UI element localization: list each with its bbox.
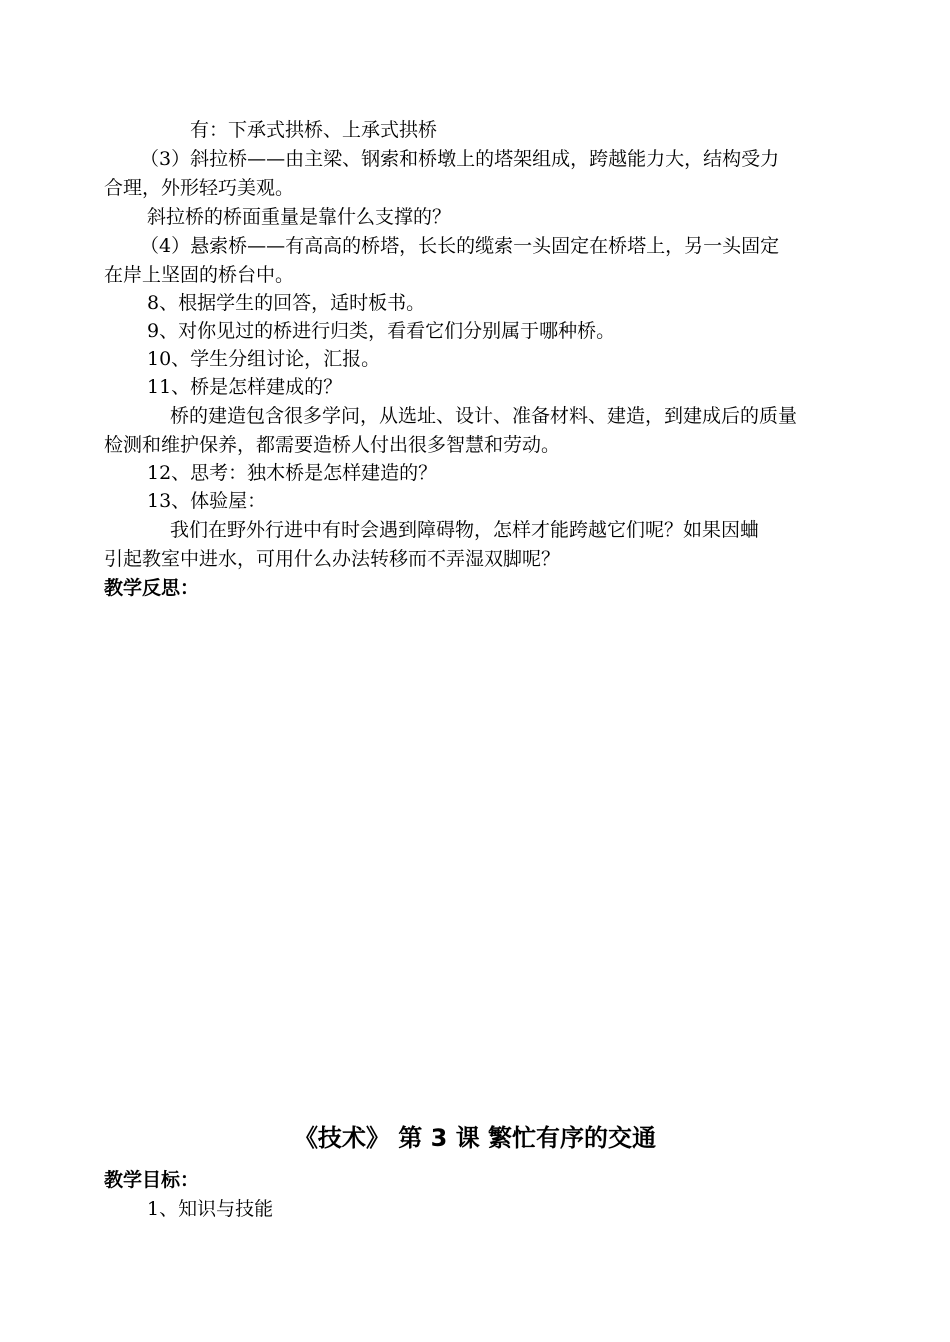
text-line: 11、桥是怎样建成的？ bbox=[147, 376, 343, 398]
text-line: 13、体验屋： bbox=[147, 490, 267, 512]
text-line: 有：下承式拱桥、上承式拱桥 bbox=[190, 119, 438, 141]
text-line: 在岸上坚固的桥台中。 bbox=[104, 264, 295, 286]
lesson-title: 《技术》 第 3 课 繁忙有序的交通 bbox=[293, 1124, 657, 1152]
text-line: （4）悬索桥——有高高的桥塔，长长的缆索一头固定在桥塔上，另一头固定 bbox=[140, 235, 780, 257]
reflection-heading: 教学反思： bbox=[104, 577, 200, 599]
text-line: （3）斜拉桥——由主梁、钢索和桥墩上的塔架组成，跨越能力大，结构受力 bbox=[140, 148, 780, 170]
text-line: 8、根据学生的回答，适时板书。 bbox=[147, 292, 426, 314]
text-line: 桥的建造包含很多学问，从选址、设计、准备材料、建造，到建成后的质量 bbox=[170, 405, 798, 427]
text-line: 引起教室中进水，可用什么办法转移而不弄湿双脚呢？ bbox=[104, 548, 561, 570]
text-line: 检测和维护保养，都需要造桥人付出很多智慧和劳动。 bbox=[104, 434, 561, 456]
text-line: 合理，外形轻巧美观。 bbox=[104, 177, 295, 199]
text-line: 斜拉桥的桥面重量是靠什么支撑的？ bbox=[147, 206, 452, 228]
text-line: 12、思考：独木桥是怎样建造的？ bbox=[147, 462, 438, 484]
objective-item: 1、知识与技能 bbox=[147, 1198, 274, 1220]
text-line: 9、对你见过的桥进行归类，看看它们分别属于哪种桥。 bbox=[147, 320, 616, 342]
text-line: 我们在野外行进中有时会遇到障碍物，怎样才能跨越它们呢？如果因蛐 bbox=[170, 519, 760, 541]
objectives-heading: 教学目标： bbox=[104, 1169, 200, 1191]
text-line: 10、学生分组讨论，汇报。 bbox=[147, 348, 381, 370]
